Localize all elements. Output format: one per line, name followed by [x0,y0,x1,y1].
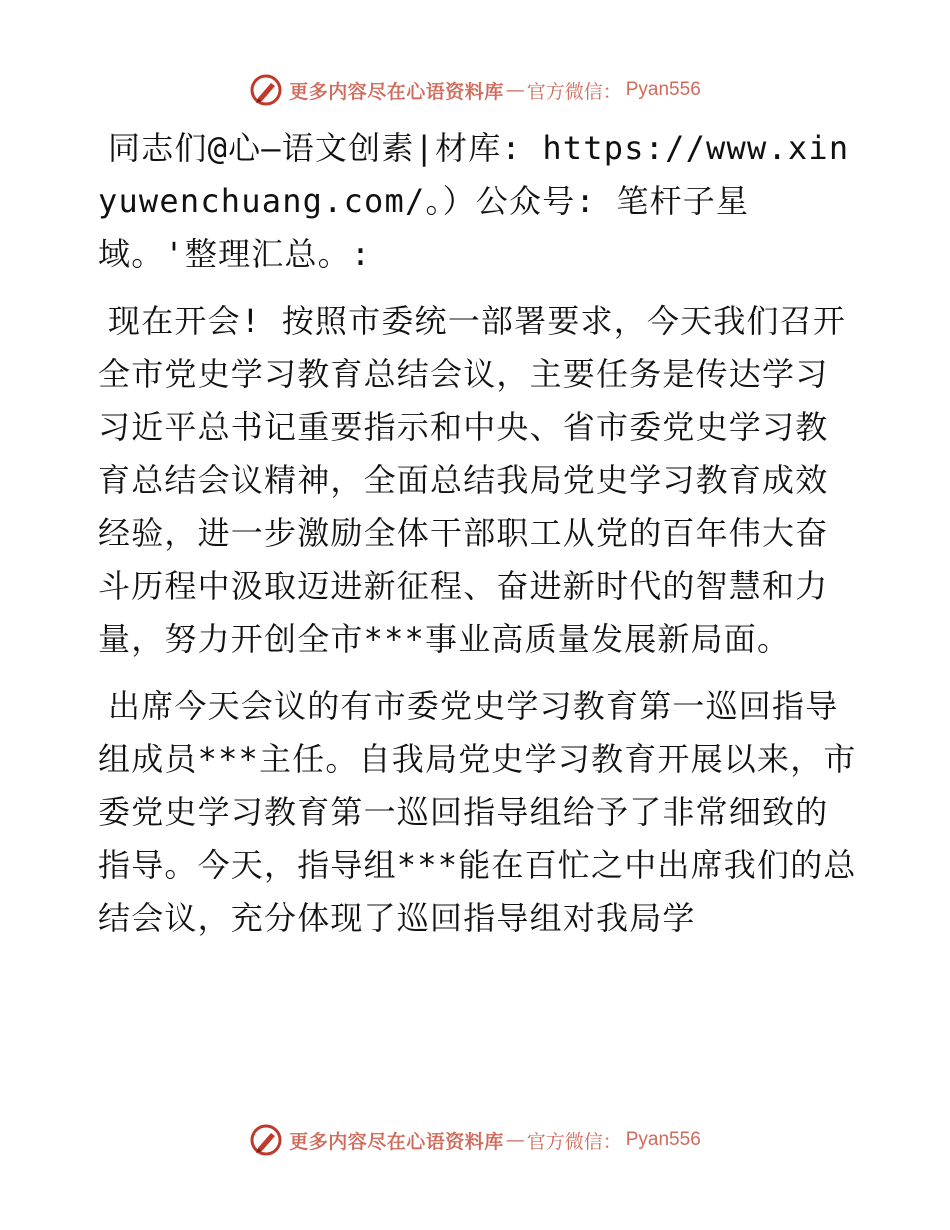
header-banner [0,70,950,110]
paragraph-opening: 现在开会! 按照市委统一部署要求，今天我们召开全市党史学习教育总结会议，主要任务是传达学习习近平总书记重要指示和中央、省市委党史学习教育总结会议精神，全面总结我局党史学习教育成效经验，进一步激励全体干部职工从党的百年伟大奋斗历程中汲取迈进新征程、奋进新时代的智慧和力量，努力开创全市***事业高质量发展新局面。 [98,302,847,658]
paragraph-attendees: 出席今天会议的有市委党史学习教育第一巡回指导组成员***主任。自我局党史学习教育开展以来，市委党史学习教育第一巡回指导组给予了非常细致的指导。今天，指导组***能在百忙之中出席我们的总结会议，充分体现了巡回指导组对我局学 [98,687,857,937]
pen-logo-icon [249,73,283,107]
banner-wechat-id: Pyan556 [625,1129,701,1150]
footer-banner [0,1120,950,1160]
banner-main-text: 更多内容尽在心语资料库 [289,80,504,103]
paragraph-intro: 同志们@心—语文创素|材库: https://www.xinyuwenchuang.com/。）公众号: 笔杆子星域。'整理汇总。: [98,129,850,273]
banner-wechat-id: Pyan556 [625,79,701,100]
banner-separator: — [505,79,525,101]
banner-wechat-label: 官方微信： [526,1130,622,1153]
document-body [98,122,858,959]
banner-main-text: 更多内容尽在心语资料库 [289,1130,504,1153]
pen-logo-icon [249,1123,283,1157]
banner-separator: — [505,1129,525,1151]
banner-wechat-label: 官方微信： [526,80,622,103]
